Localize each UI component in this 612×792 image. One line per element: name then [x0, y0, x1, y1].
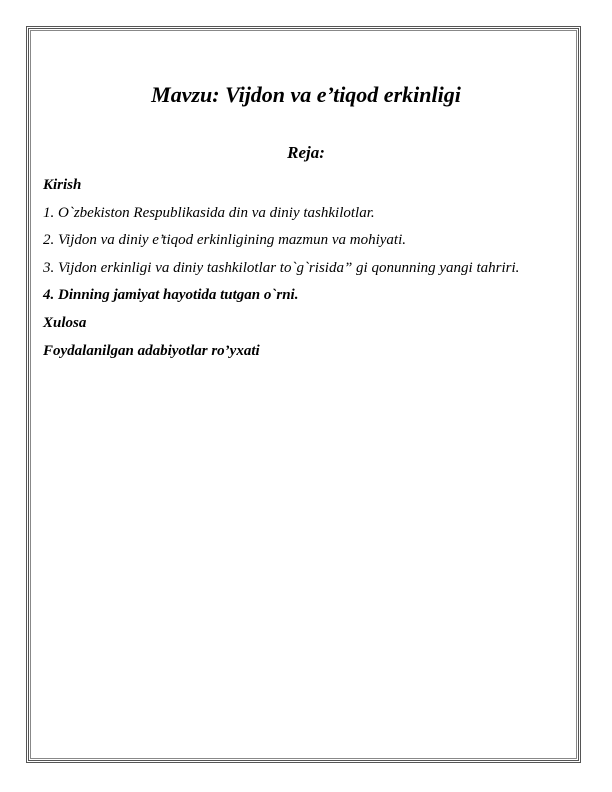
plan-item-3: 3. Vijdon erkinligi va diniy tashkilotlar to`g`risida” gi qonunning yangi tahriri. — [43, 259, 520, 276]
plan-item-4: 4. Dinning jamiyat hayotida tutgan o`rni. — [43, 287, 299, 304]
plan-item-conclusion: Xulosa — [43, 314, 87, 331]
document-title: Mavzu: Vijdon va e’tiqod erkinligi — [151, 82, 461, 107]
plan-heading: Reja: — [287, 143, 325, 162]
plan-item-intro: Kirish — [43, 177, 82, 193]
plan-list — [43, 173, 519, 366]
page-border — [26, 26, 581, 763]
plan-item-references: Foydalanilgan adabiyotlar ro’yxati — [43, 342, 260, 359]
plan-item-1: 1. O`zbekiston Respublikasida din va diniy tashkilotlar. — [43, 204, 375, 221]
plan-item-2: 2. Vijdon va diniy e’tiqod erkinligining mazmun va mohiyati. — [43, 232, 407, 249]
